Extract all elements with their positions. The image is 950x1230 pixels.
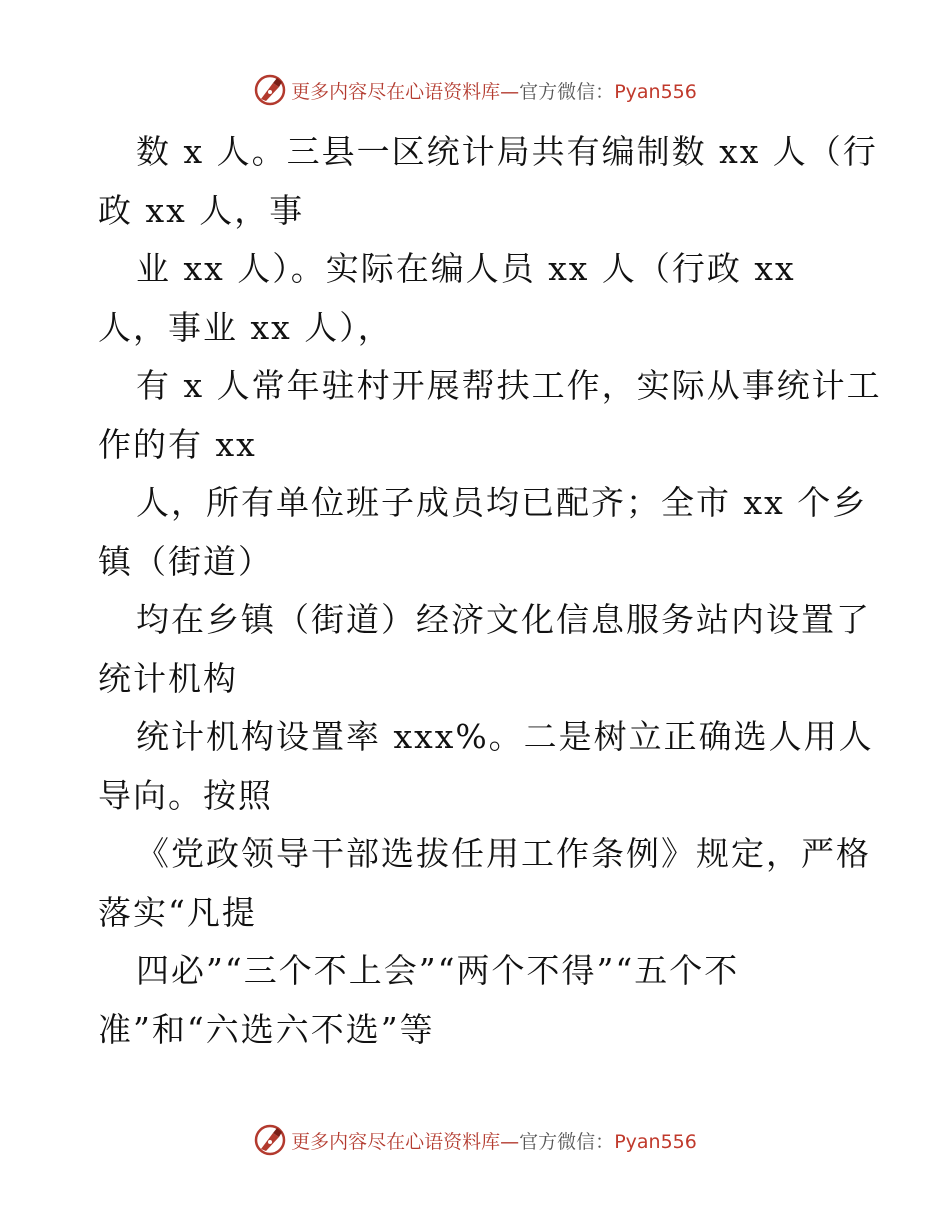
footer-label: 官方微信： (519, 1130, 615, 1153)
footer-separator: — (500, 1130, 520, 1153)
text-line: 落实“凡提 (98, 892, 257, 932)
text-line: 政 xx 人，事 (98, 190, 305, 230)
footer-text (291, 1127, 697, 1154)
header-title: 更多内容尽在心语资料库 (291, 80, 501, 103)
header-banner (0, 70, 950, 110)
text-line: 准”和“六选六不选”等 (98, 1009, 435, 1049)
pen-nib-logo-icon (253, 1123, 287, 1157)
text-line: 统计机构 (98, 658, 238, 698)
text-line: 导向。按照 (98, 775, 273, 815)
header-wechat-id: Pyan556 (614, 80, 697, 103)
text-line: 四必”“三个不上会”“两个不得”“五个不 (136, 951, 740, 990)
text-line: 均在乡镇（街道）经济文化信息服务站内设置了 (136, 600, 871, 639)
text-line: 《党政领导干部选拔任用工作条例》规定，严格 (136, 834, 871, 873)
header-separator: — (500, 80, 520, 103)
text-line: 人，所有单位班子成员均已配齐；全市 xx 个乡 (136, 483, 868, 522)
header-label: 官方微信： (519, 80, 615, 103)
footer-banner (0, 1120, 950, 1160)
text-line: 人，事业 xx 人）， (98, 307, 393, 347)
text-line: 业 xx 人）。实际在编人员 xx 人（行政 xx (136, 249, 796, 288)
text-line: 数 x 人。三县一区统计局共有编制数 xx 人（行 (136, 132, 878, 171)
document-body (98, 123, 882, 1059)
footer-wechat-id: Pyan556 (614, 1130, 697, 1153)
footer-title: 更多内容尽在心语资料库 (291, 1130, 501, 1153)
text-line: 镇（街道） (98, 541, 273, 581)
text-line: 作的有 xx (98, 424, 257, 464)
pen-nib-logo-icon (253, 73, 287, 107)
text-line: 有 x 人常年驻村开展帮扶工作，实际从事统计工 (136, 366, 882, 405)
header-text (291, 77, 697, 104)
text-line: 统计机构设置率 xxx%。二是树立正确选人用人 (136, 717, 874, 756)
